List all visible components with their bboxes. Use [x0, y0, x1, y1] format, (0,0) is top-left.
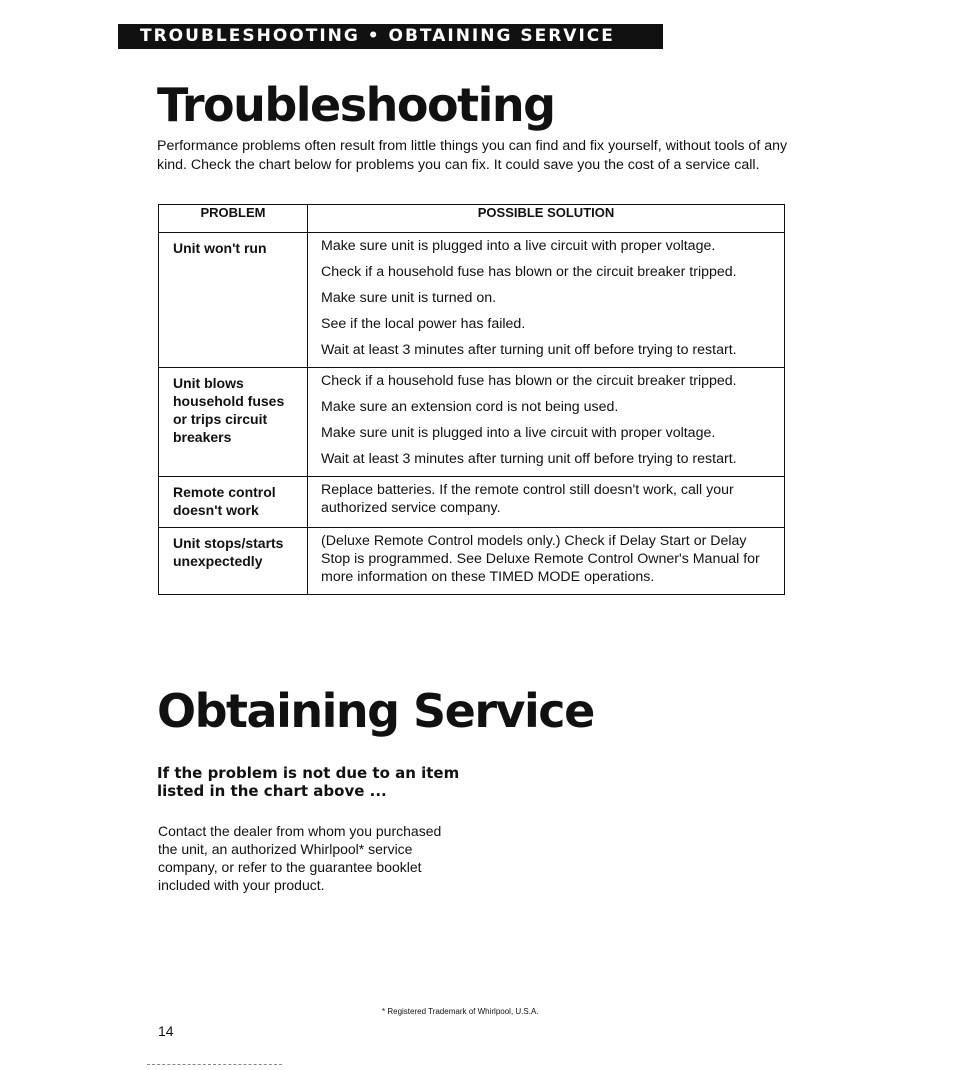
service-subheading: If the problem is not due to an item listed in the chart above ...	[157, 764, 460, 800]
solution-item: Make sure unit is plugged into a live circuit with proper voltage.	[321, 238, 716, 254]
solution-item: Make sure unit is plugged into a live circuit with proper voltage.	[321, 425, 716, 441]
troubleshooting-title: Troubleshooting	[157, 78, 555, 132]
solution-item: See if the local power has failed.	[321, 316, 526, 332]
problem-cell: Unit blows household fuses or trips circuit breakers	[159, 368, 308, 477]
problem-cell: Unit stops/starts unexpectedly	[159, 528, 308, 595]
section-banner: TROUBLESHOOTING • OBTAINING SERVICE	[118, 24, 663, 49]
troubleshooting-chart	[158, 204, 785, 595]
solution-cell	[308, 233, 785, 368]
solution-column-header: POSSIBLE SOLUTION	[308, 205, 785, 233]
solution-item: Make sure an extension cord is not being used.	[321, 399, 619, 415]
trademark-footnote: * Registered Trademark of Whirlpool, U.S.A.	[382, 1007, 539, 1016]
solution-item: Replace batteries. If the remote control still doesn't work, call your authorized service company.	[321, 482, 734, 516]
obtaining-service-title: Obtaining Service	[157, 684, 594, 738]
solution-item: Check if a household fuse has blown or the circuit breaker tripped.	[321, 264, 737, 280]
table-row	[159, 477, 785, 528]
footer-rule	[147, 1064, 282, 1065]
table-row	[159, 368, 785, 477]
troubleshooting-intro: Performance problems often result from little things you can find and fix yourself, without tools of any kind. Check the chart below for problems you can fix. It could save you the cost of a service call.	[157, 138, 788, 173]
solution-cell	[308, 368, 785, 477]
solution-item: (Deluxe Remote Control models only.) Check if Delay Start or Delay Stop is programmed. See Deluxe Remote Control Owner's Manual for more information on these TIMED MODE operations.	[321, 533, 760, 585]
solution-item: Wait at least 3 minutes after turning unit off before trying to restart.	[321, 342, 737, 358]
solution-cell	[308, 528, 785, 595]
solution-item: Wait at least 3 minutes after turning unit off before trying to restart.	[321, 451, 737, 467]
solution-cell	[308, 477, 785, 528]
chart-header-row	[159, 205, 785, 233]
problem-cell: Unit won't run	[159, 233, 308, 368]
solution-item: Make sure unit is turned on.	[321, 290, 497, 306]
table-row	[159, 528, 785, 595]
table-row	[159, 233, 785, 368]
page-number: 14	[158, 1023, 174, 1039]
problem-cell: Remote control doesn't work	[159, 477, 308, 528]
problem-column-header: PROBLEM	[159, 205, 308, 233]
solution-item: Check if a household fuse has blown or the circuit breaker tripped.	[321, 373, 737, 389]
service-contact-text: Contact the dealer from whom you purchased the unit, an authorized Whirlpool* service company, or refer to the guarantee booklet included with your product.	[158, 823, 442, 893]
